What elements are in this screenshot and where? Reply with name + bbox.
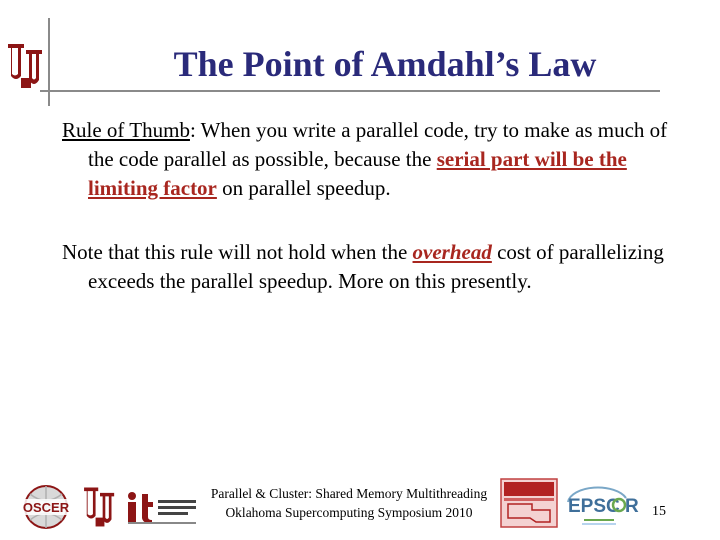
it-logo-icon bbox=[120, 486, 198, 526]
footer-line-1: Parallel & Cluster: Shared Memory Multithreading bbox=[210, 486, 488, 501]
ou-logo-icon bbox=[6, 40, 46, 92]
svg-text:OSCER: OSCER bbox=[22, 500, 70, 515]
overhead-note-paragraph bbox=[62, 238, 698, 296]
rule-of-thumb-label: Rule of Thumb bbox=[62, 118, 190, 142]
para1-text-b: on parallel speedup. bbox=[216, 176, 391, 200]
para2-emphasis: overhead bbox=[412, 240, 492, 264]
epscor-logo-icon bbox=[562, 482, 639, 528]
svg-text:EPSC: EPSC bbox=[568, 496, 620, 517]
slide-title: The Point of Amdahl’s Law bbox=[173, 44, 597, 84]
oscer-logo-icon bbox=[14, 484, 78, 530]
page-number: 15 bbox=[652, 504, 666, 519]
title-horizontal-rule bbox=[40, 90, 660, 92]
rule-of-thumb-paragraph bbox=[62, 116, 698, 203]
para1-text-a: : When you write a parallel code, try to make as much of the code parallel as possible, because the bbox=[88, 118, 668, 171]
svg-text:R: R bbox=[625, 496, 639, 517]
footer-text bbox=[200, 484, 498, 522]
para2-text-a: Note that this rule will not hold when the bbox=[62, 240, 413, 264]
symposium-2010-logo-icon bbox=[500, 478, 558, 528]
footer-line-2: Oklahoma Supercomputing Symposium 2010 bbox=[225, 505, 473, 520]
ou-footer-logo-icon bbox=[82, 484, 118, 530]
title-vertical-rule bbox=[48, 18, 50, 106]
para1-emphasis: serial part will be the limiting factor bbox=[88, 147, 627, 200]
para2-text-b: cost of parallelizing exceeds the parallel speedup. More on this presently. bbox=[88, 240, 664, 293]
